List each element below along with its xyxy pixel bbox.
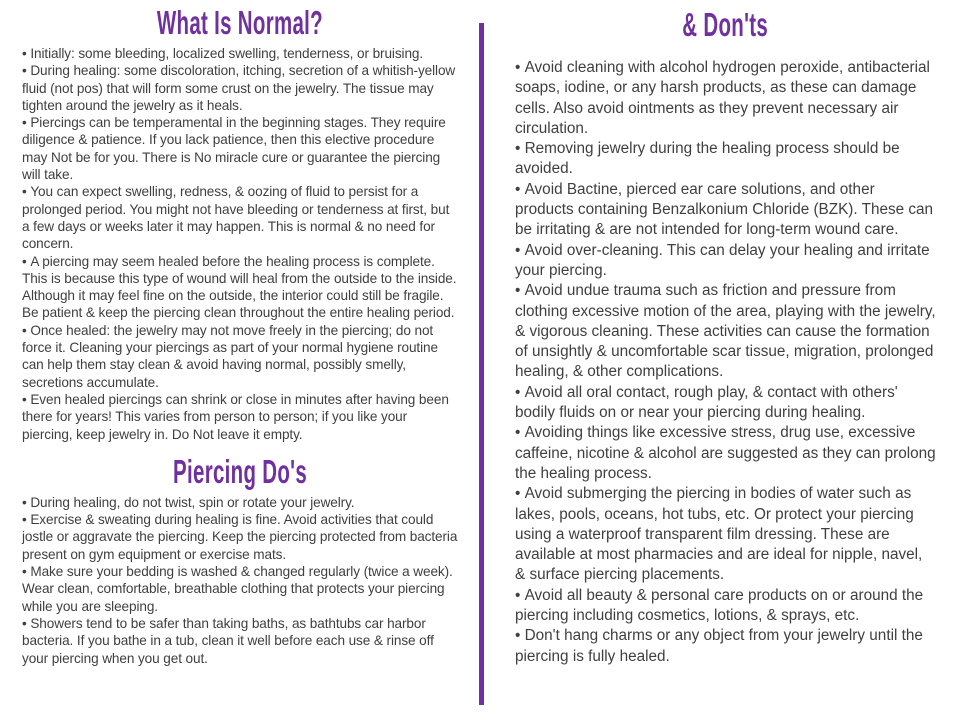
bullet-item: • Initially: some bleeding, localized swelling, tenderness, or bruising.	[22, 45, 458, 62]
bullet-item: • Don't hang charms or any object from your jewelry until the piercing is fully healed.	[515, 626, 936, 667]
column-divider	[479, 23, 484, 705]
section-heading-what-is-normal	[22, 6, 458, 39]
right-column	[515, 8, 936, 667]
bullet-list-piercing-dos	[22, 494, 458, 667]
bullet-item: • A piercing may seem healed before the healing process is complete. This is because this type of wound will heal from the outside to the inside. Although it may feel fine on the outside, the interior could still be fragile. Be patient & keep the piercing clean throughout the entire healing period.	[22, 253, 458, 322]
section-heading-text: What Is Normal?	[156, 4, 324, 41]
bullet-list-what-is-normal	[22, 45, 458, 443]
bullet-item: • Avoid cleaning with alcohol hydrogen peroxide, antibacterial soaps, iodine, or any harsh products, as these can damage cells. Also avoid ointments as they prevent necessary air circulation.	[515, 58, 936, 139]
bullet-item: • Piercings can be temperamental in the beginning stages. They require diligence & patience. If you lack patience, then this elective procedure may Not be for you. There is No miracle cure or guarantee the piercing will take.	[22, 114, 458, 183]
bullet-item: • Showers tend to be safer than taking baths, as bathtubs car harbor bacteria. If you bathe in a tub, clean it well before each use & rinse off your piercing when you get out.	[22, 615, 458, 667]
bullet-item: • Avoid submerging the piercing in bodies of water such as lakes, pools, oceans, hot tubs, etc. Or protect your piercing using a waterproof transparent film dressing. These are available at most pharmacies and are ideal for nipple, navel, & surface piercing placements.	[515, 484, 936, 585]
bullet-item: • Exercise & sweating during healing is fine. Avoid activities that could jostle or aggravate the piercing. Keep the piercing protected from bacteria present on gym equipment or exercise mats.	[22, 511, 458, 563]
bullet-item: • Avoiding things like excessive stress, drug use, excessive caffeine, nicotine & alcohol are suggested as they can prolong the healing process.	[515, 423, 936, 484]
section-heading-text: & Don'ts	[682, 6, 769, 43]
bullet-item: • Avoid all oral contact, rough play, & contact with others' bodily fluids on or near your piercing during healing.	[515, 383, 936, 424]
bullet-item: • Even healed piercings can shrink or close in minutes after having been there for years! This varies from person to person; if you like your piercing, keep jewelry in. Do Not leave it empty.	[22, 391, 458, 443]
bullet-item: • During healing, do not twist, spin or rotate your jewelry.	[22, 494, 458, 511]
section-heading-piercing-dos	[22, 452, 458, 490]
bullet-list-donts	[515, 58, 936, 667]
bullet-item: • You can expect swelling, redness, & oozing of fluid to persist for a prolonged period. You might not have bleeding or tenderness at first, but a few days or weeks later it may happen. This is normal & no need for concern.	[22, 183, 458, 252]
bullet-item: • Removing jewelry during the healing process should be avoided.	[515, 139, 936, 180]
bullet-item: • Avoid undue trauma such as friction and pressure from clothing excessive motion of the area, playing with the jewelry, & vigorous cleaning. These activities can cause the formation of unsightly & uncomfortable scar tissue, migration, prolonged healing, & other complications.	[515, 281, 936, 382]
bullet-item: • Make sure your bedding is washed & changed regularly (twice a week). Wear clean, comfortable, breathable clothing that protects your piercing while you are sleeping.	[22, 563, 458, 615]
section-heading-text: Piercing Do's	[173, 452, 307, 490]
bullet-item: • Avoid over-cleaning. This can delay your healing and irritate your piercing.	[515, 241, 936, 282]
bullet-item: • Avoid all beauty & personal care products on or around the piercing including cosmetics, lotions, & sprays, etc.	[515, 586, 936, 627]
section-heading-donts	[515, 8, 936, 41]
bullet-item: • Once healed: the jewelry may not move freely in the piercing; do not force it. Cleaning your piercings as part of your normal hygiene routine can help them stay clean & avoid having normal, possibly smelly, secretions accumulate.	[22, 322, 458, 391]
left-column	[22, 6, 458, 667]
bullet-item: • During healing: some discoloration, itching, secretion of a whitish-yellow fluid (not pos) that will form some crust on the jewelry. The tissue may tighten around the jewelry as it heals.	[22, 62, 458, 114]
bullet-item: • Avoid Bactine, pierced ear care solutions, and other products containing Benzalkonium Chloride (BZK). These can be irritating & are not intended for long-term wound care.	[515, 180, 936, 241]
